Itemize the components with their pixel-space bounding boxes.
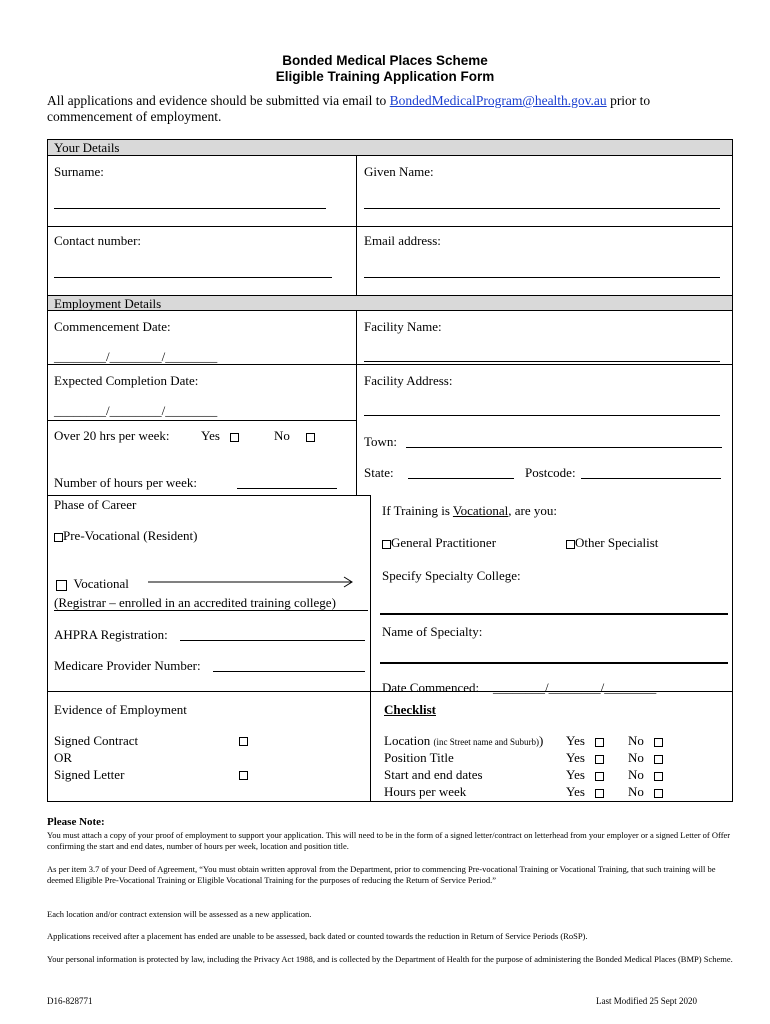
facility-address-field[interactable]	[364, 415, 720, 416]
no-label: No	[628, 750, 644, 765]
last-modified: Last Modified 25 Sept 2020	[596, 996, 697, 1006]
contact-field[interactable]	[54, 277, 332, 278]
checkbox-icon[interactable]	[595, 755, 604, 764]
date-commenced-label: Date Commenced:	[382, 680, 480, 695]
contract-label: Signed Contract	[54, 733, 139, 748]
intro-before: All applications and evidence should be submitted via email to	[47, 93, 390, 108]
checklist-yes[interactable]	[566, 767, 604, 783]
contact-label: Contact number:	[54, 233, 142, 248]
divider	[48, 226, 732, 227]
other-label: Other Specialist	[575, 535, 659, 550]
email-field[interactable]	[364, 277, 720, 278]
checklist-item-label: Start and end dates	[384, 767, 483, 782]
if-training-post: , are you:	[508, 503, 558, 518]
checklist-item-label: Location	[384, 733, 431, 748]
date-commenced-field[interactable]: ________/________/________	[493, 680, 657, 695]
over20-label: Over 20 hrs per week:	[54, 428, 170, 443]
completion-date-field[interactable]: ________/________/________	[54, 403, 218, 418]
arrow-icon	[148, 575, 358, 589]
college-label: Specify Specialty College:	[382, 568, 521, 583]
evidence-label: Evidence of Employment	[54, 702, 187, 717]
yes-label: Yes	[566, 733, 585, 748]
checklist-heading: Checklist	[384, 702, 436, 717]
postcode-label: Postcode:	[525, 465, 576, 480]
no-label: No	[274, 428, 290, 443]
commencement-date-field[interactable]: ________/________/________	[54, 349, 218, 364]
over20-yes[interactable]	[201, 428, 239, 444]
employment-header: Employment Details	[48, 295, 732, 311]
form-title: Bonded Medical Places Scheme	[282, 53, 488, 68]
voc-option[interactable]	[56, 576, 129, 592]
phase-label: Phase of Career	[54, 497, 137, 512]
checkbox-icon[interactable]	[595, 789, 604, 798]
voc-label: Vocational	[73, 576, 129, 591]
divider	[48, 495, 370, 496]
facility-address-label: Facility Address:	[364, 373, 453, 388]
checkbox-icon[interactable]	[595, 738, 604, 747]
completion-label: Expected Completion Date:	[54, 373, 199, 388]
notes-heading: Please Note:	[47, 816, 105, 828]
checkbox-icon[interactable]	[654, 772, 663, 781]
divider	[356, 311, 357, 496]
note-paragraph: As per item 3.7 of your Deed of Agreement, “You must obtain written approval from the Department, prior to commencing Pre-vocational Training or Vocational Training, that such training will be deemed Eligible Pre-Vocational Training or Eligible Vocational Training for the purposes of reducing the Return of Service Period.”	[47, 864, 716, 885]
email-link[interactable]: BondedMedicalProgram@health.gov.au	[389, 93, 607, 108]
contract-checkbox-icon[interactable]	[239, 737, 248, 746]
given-name-label: Given Name:	[364, 164, 434, 179]
checkbox-icon[interactable]	[654, 755, 663, 764]
if-training-text	[382, 503, 557, 519]
registrar-underline	[54, 610, 368, 611]
letter-checkbox-icon[interactable]	[239, 771, 248, 780]
document-id: D16-828771	[47, 996, 93, 1006]
checklist-no[interactable]	[628, 784, 663, 800]
note-paragraph: You must attach a copy of your proof of employment to support your application. This will need to be in the form of a signed letter/contract on letterhead from your employer or a signed Letter of Offer confirming the start and end dates, number of hours per week, location and position title.	[47, 830, 731, 851]
checkbox-icon[interactable]	[54, 533, 63, 542]
no-label: No	[628, 784, 644, 799]
surname-label: Surname:	[54, 164, 104, 179]
divider	[48, 420, 356, 421]
if-training-word: Vocational	[452, 503, 509, 518]
checklist-yes[interactable]	[566, 733, 604, 749]
note-paragraph: Your personal information is protected by law, including the Privacy Act 1988, and is collected by the Department of Health for the purpose of administering the Bonded Medical Places (BMP) Scheme.	[47, 954, 733, 964]
checkbox-icon[interactable]	[56, 580, 67, 591]
checkbox-icon[interactable]	[306, 433, 315, 442]
given-name-field[interactable]	[364, 208, 720, 209]
intro-text	[47, 93, 737, 125]
divider	[370, 495, 371, 691]
checkbox-icon[interactable]	[382, 540, 391, 549]
intro-after: prior to commencement of employment.	[47, 93, 651, 124]
facility-name-field[interactable]	[364, 361, 720, 362]
medicare-field[interactable]	[213, 671, 365, 672]
gp-label: General Practitioner	[391, 535, 497, 550]
prevoc-option[interactable]	[54, 528, 197, 544]
checklist-yes[interactable]	[566, 784, 604, 800]
checklist-no[interactable]	[628, 750, 663, 766]
checklist-no[interactable]	[628, 767, 663, 783]
facility-name-label: Facility Name:	[364, 319, 442, 334]
hours-label: Number of hours per week:	[54, 475, 197, 490]
college-field[interactable]	[380, 613, 728, 615]
hours-field[interactable]	[237, 488, 337, 489]
yes-label: Yes	[201, 428, 220, 443]
note-paragraph: Each location and/or contract extension will be assessed as a new application.	[47, 909, 312, 919]
surname-field[interactable]	[54, 208, 326, 209]
postcode-field[interactable]	[581, 478, 721, 479]
checklist-no[interactable]	[628, 733, 663, 749]
checkbox-icon[interactable]	[654, 738, 663, 747]
prevoc-label: Pre-Vocational (Resident)	[63, 528, 198, 543]
town-label: Town:	[364, 434, 398, 449]
checklist-yes[interactable]	[566, 750, 604, 766]
registrar-note: (Registrar – enrolled in an accredited training college)	[54, 595, 336, 610]
divider	[370, 691, 371, 801]
or-label: OR	[54, 750, 73, 765]
yes-label: Yes	[566, 767, 585, 782]
form-subtitle: Eligible Training Application Form	[275, 69, 495, 84]
ahpra-field[interactable]	[180, 640, 365, 641]
checklist-item-label: Hours per week	[384, 784, 467, 799]
checkbox-icon[interactable]	[654, 789, 663, 798]
checklist-item: Location (inc Street name and Suburb))	[384, 733, 544, 748]
town-field[interactable]	[406, 447, 722, 448]
checkbox-icon[interactable]	[230, 433, 239, 442]
checkbox-icon[interactable]	[566, 540, 575, 549]
checklist-item-label: Position Title	[384, 750, 454, 765]
state-field[interactable]	[408, 478, 514, 479]
your-details-header: Your Details	[48, 140, 732, 156]
note-paragraph: Applications received after a placement has ended are unable to be assessed, back dated or counted towards the reduction in Return of Service Periods (RoSP).	[47, 931, 588, 941]
letter-label: Signed Letter	[54, 767, 125, 782]
application-form	[47, 139, 733, 802]
divider	[48, 691, 732, 692]
other-option[interactable]	[566, 535, 658, 551]
medicare-label: Medicare Provider Number:	[54, 658, 201, 673]
gp-option[interactable]	[382, 535, 496, 551]
no-label: No	[628, 767, 644, 782]
divider	[48, 364, 732, 365]
checklist-item-note: (inc Street name and Suburb)	[433, 737, 539, 747]
yes-label: Yes	[566, 784, 585, 799]
no-label: No	[628, 733, 644, 748]
yes-label: Yes	[566, 750, 585, 765]
state-label: State:	[364, 465, 394, 480]
email-label: Email address:	[364, 233, 441, 248]
over20-no[interactable]	[274, 428, 315, 444]
specialty-field[interactable]	[380, 662, 728, 664]
checkbox-icon[interactable]	[595, 772, 604, 781]
specialty-label: Name of Specialty:	[382, 624, 483, 639]
commencement-label: Commencement Date:	[54, 319, 171, 334]
ahpra-label: AHPRA Registration:	[54, 627, 168, 642]
if-training-pre: If Training is	[382, 503, 453, 518]
